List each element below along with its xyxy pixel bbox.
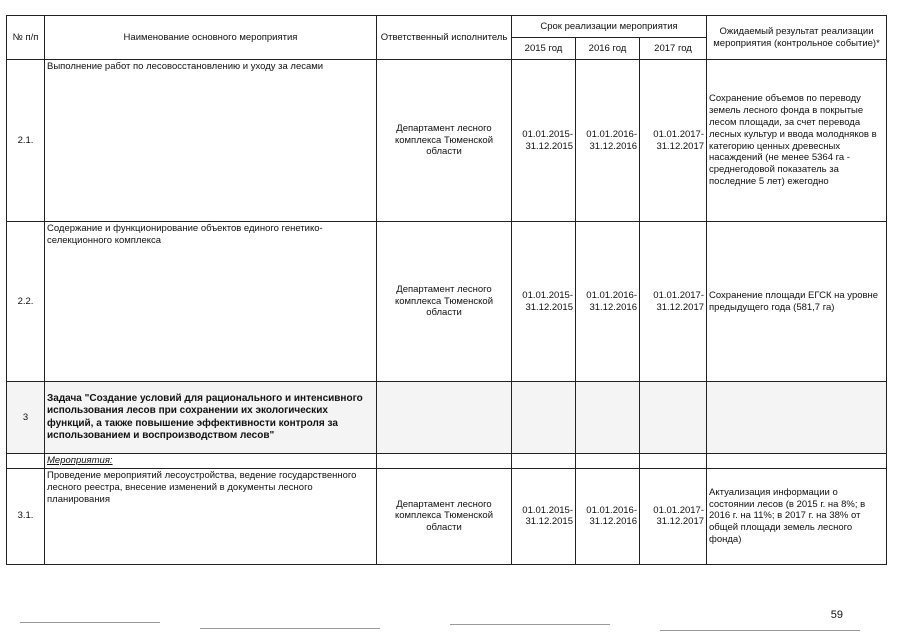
period-2015: 01.01.2015- 31.12.2015	[512, 60, 576, 222]
activity-name: Проведение мероприятий лесоустройства, ведение государственного лесного реестра, внесение изменений в документы лесного планирования	[45, 468, 377, 564]
period-2016: 01.01.2016- 31.12.2016	[576, 60, 640, 222]
page-number: 59	[830, 609, 843, 621]
scan-noise-line	[200, 628, 380, 629]
header-year-2016: 2016 год	[576, 38, 640, 60]
responsible: Департамент лесного комплекса Тюменской области	[377, 222, 512, 382]
header-year-2017: 2017 год	[640, 38, 707, 60]
table-row	[7, 60, 887, 222]
expected-result: Актуализация информации о состоянии лесов (в 2015 г. на 8%; в 2016 г. на 11%; в 2017 г. на 38% от общей площади земель лесного фонда)	[707, 468, 887, 564]
expected-result: Сохранение площади ЕГСК на уровне предыдущего года (581,7 га)	[707, 222, 887, 382]
table-row	[7, 222, 887, 382]
period-2017: 01.01.2017- 31.12.2017	[640, 60, 707, 222]
responsible: Департамент лесного комплекса Тюменской области	[377, 468, 512, 564]
scan-noise-line	[20, 622, 160, 623]
header-name: Наименование основного мероприятия	[45, 16, 377, 60]
header-responsible: Ответственный исполнитель	[377, 16, 512, 60]
scan-noise-line	[660, 630, 860, 631]
table-row	[7, 468, 887, 564]
period-2017: 01.01.2017- 31.12.2017	[640, 222, 707, 382]
period-2015: 01.01.2015- 31.12.2015	[512, 222, 576, 382]
header-period: Срок реализации мероприятия	[512, 16, 707, 38]
subheader-row	[7, 454, 887, 469]
task-text: Задача "Создание условий для рационального и интенсивного использования лесов при сохранении их экологических функций, а также повышение эффективности контроля за использованием и воспроизводством лесов"	[45, 382, 377, 454]
header-year-2015: 2015 год	[512, 38, 576, 60]
activity-name: Выполнение работ по лесовосстановлению и уходу за лесами	[45, 60, 377, 222]
header-result: Ожидаемый результат реализации мероприятия (контрольное событие)*	[707, 16, 887, 60]
period-2015: 01.01.2015- 31.12.2015	[512, 468, 576, 564]
row-number: 3.1.	[7, 468, 45, 564]
subheader-activities: Мероприятия:	[45, 454, 377, 469]
period-2016: 01.01.2016- 31.12.2016	[576, 222, 640, 382]
row-number: 2.2.	[7, 222, 45, 382]
activities-table	[6, 15, 887, 565]
task-row	[7, 382, 887, 454]
expected-result: Сохранение объемов по переводу земель лесного фонда в покрытые лесом площади, за счет перевода лесных культур и ввода молодняков в категорию ценных древесных насаждений (не менее 5364 га - среднегодовой показатель за последние 5 лет) ежегодно	[707, 60, 887, 222]
period-2017: 01.01.2017- 31.12.2017	[640, 468, 707, 564]
scan-noise-line	[450, 624, 610, 625]
activity-name: Содержание и функционирование объектов единого генетико-селекционного комплекса	[45, 222, 377, 382]
header-num: № п/п	[7, 16, 45, 60]
row-number: 2.1.	[7, 60, 45, 222]
responsible: Департамент лесного комплекса Тюменской области	[377, 60, 512, 222]
period-2016: 01.01.2016- 31.12.2016	[576, 468, 640, 564]
task-number: 3	[7, 382, 45, 454]
